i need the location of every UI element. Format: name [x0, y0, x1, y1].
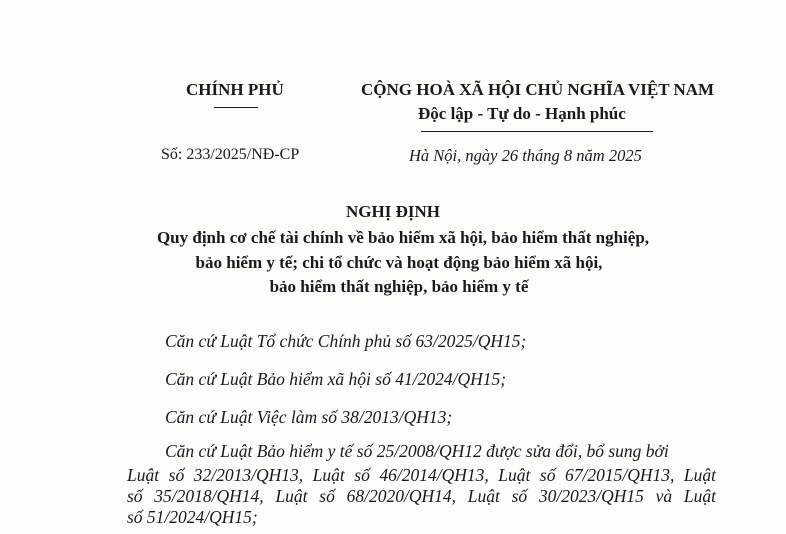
- document-type: NGHỊ ĐỊNH: [346, 202, 440, 221]
- place-and-date: Hà Nội, ngày 26 tháng 8 năm 2025: [409, 146, 642, 165]
- legal-basis-continuation: Luật số 32/2013/QH13, Luật số 46/2014/QH13, Luật số 67/2015/QH13, Luật: [127, 465, 716, 485]
- legal-basis-item: Căn cứ Luật Việc làm số 38/2013/QH13;: [165, 407, 453, 427]
- national-motto: Độc lập - Tự do - Hạnh phúc: [418, 104, 626, 123]
- legal-basis-continuation: số 35/2018/QH14, Luật số 68/2020/QH14, Luật số 30/2023/QH15 và Luật: [127, 486, 716, 506]
- national-title: CỘNG HOÀ XÃ HỘI CHỦ NGHĨA VIỆT NAM: [361, 80, 715, 99]
- agency-underline: [214, 107, 258, 108]
- subject-line: bảo hiểm thất nghiệp, bảo hiểm y tế: [269, 277, 529, 296]
- legal-basis-item: Căn cứ Luật Tổ chức Chính phủ số 63/2025/QH15;: [165, 331, 527, 351]
- document-number: Số: 233/2025/NĐ-CP: [161, 146, 300, 163]
- legal-basis-item: Căn cứ Luật Bảo hiểm y tế số 25/2008/QH12 được sửa đổi, bổ sung bởi: [165, 441, 669, 461]
- legal-basis-continuation: số 51/2024/QH15;: [127, 507, 258, 527]
- motto-underline: [421, 131, 653, 132]
- subject-line: bảo hiểm y tế; chi tổ chức và hoạt động bảo hiểm xã hội,: [195, 253, 603, 272]
- issuing-agency: CHÍNH PHỦ: [186, 80, 284, 99]
- legal-basis-item: Căn cứ Luật Bảo hiểm xã hội số 41/2024/QH15;: [165, 369, 507, 389]
- subject-line: Quy định cơ chế tài chính về bảo hiểm xã hội, bảo hiểm thất nghiệp,: [156, 228, 650, 247]
